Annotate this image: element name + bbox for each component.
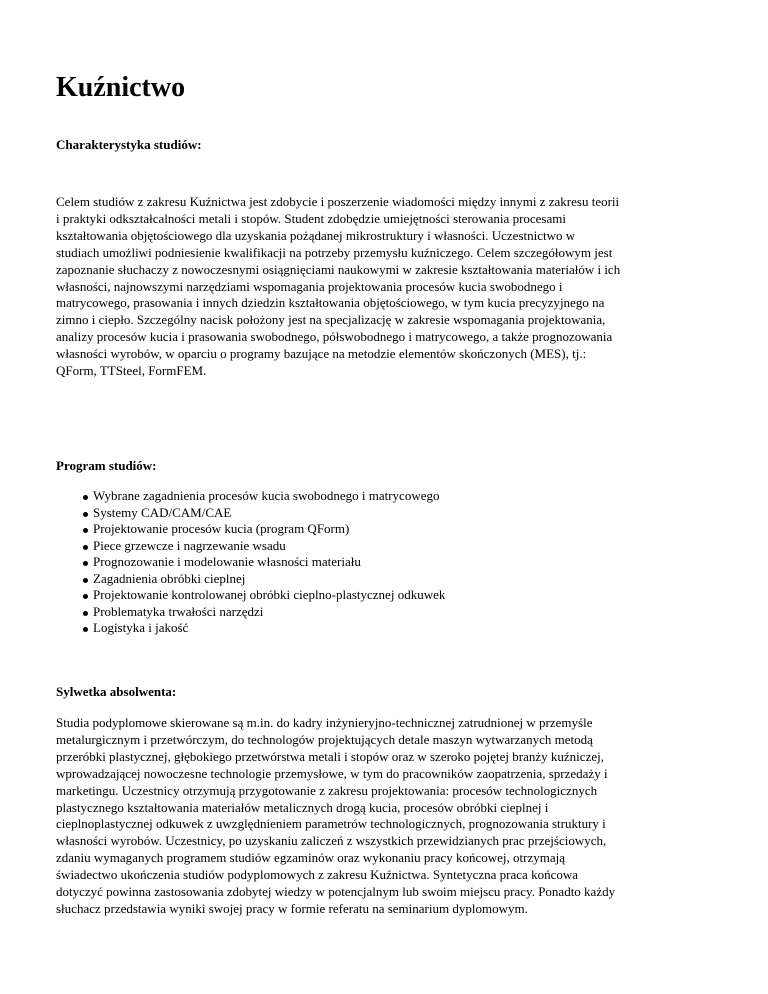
text-line: własności, najnowszymi narzędziami wspomagania projektowania procesów kucia swobodnego i	[56, 278, 563, 294]
graduate-heading: Sylwetka absolwenta:	[56, 684, 177, 699]
list-item-text: Systemy CAD/CAM/CAE	[93, 504, 232, 520]
bullet-icon	[83, 578, 88, 583]
text-line: własności wyrobów, w oparciu o programy bazujące na metodzie elementów skończonych (MES), tj.:	[56, 346, 587, 362]
bullet-icon	[83, 611, 88, 616]
bullet-icon	[83, 512, 88, 517]
program-heading: Program studiów:	[56, 458, 157, 473]
list-item	[93, 505, 445, 522]
list-item	[93, 620, 445, 637]
bullet-icon	[83, 528, 88, 533]
list-item	[93, 538, 445, 555]
list-item	[93, 587, 445, 604]
text-line: plastycznego kształtowania materiałów metalicznych drogą kucia, procesów obróbki cieplnej i	[56, 799, 549, 815]
text-line: własności wyrobów. Uczestnicy, po uzyskaniu zaliczeń z wszystkich przewidzianych prac przejściowych,	[56, 833, 607, 849]
text-line: świadectwo ukończenia studiów podyplomowych z zakresu Kuźnictwa. Syntetyczna praca końcowa	[56, 867, 578, 883]
list-item	[93, 604, 445, 621]
bullet-icon	[83, 561, 88, 566]
text-line: Celem studiów z zakresu Kuźnictwa jest zdobycie i poszerzenie wiadomości między innymi z zakresu teorii	[56, 194, 620, 209]
list-item-text: Wybrane zagadnienia procesów kucia swobodnego i matrycowego	[93, 488, 440, 503]
text-line: QForm, TTSteel, FormFEM.	[56, 363, 207, 379]
text-line: przeróbki plastycznej, głębokiego przetwórstwa metali i stopów oraz w szeroko pojętej branży kuźniczej,	[56, 748, 604, 764]
list-item-text: Logistyka i jakość	[93, 620, 189, 635]
text-line: i praktyki odkształcalności metali i stopów. Student zdobędzie umiejętności sterowania procesami	[56, 210, 566, 226]
text-line: metalurgicznym i przetwórczym, do technologów projektujących detale maszyn wytwarzanych metodą	[56, 731, 593, 747]
bullet-icon	[83, 627, 88, 632]
text-line: zdaniu wymaganych programem studiów egzaminów oraz wykonaniu pracy końcowej, otrzymają	[56, 850, 565, 866]
bullet-icon	[83, 594, 88, 599]
text-line: słuchacz przedstawia wyniki swojej pracy w formie referatu na seminarium dyplomowym.	[56, 900, 528, 916]
text-line: dotyczyć powinna zastosowania zdobytej wiedzy w potencjalnym lub swoim miejscu pracy. Ponadto każdy	[56, 884, 616, 900]
bullet-icon	[83, 495, 88, 500]
text-line: zimno i ciepło. Szczególny nacisk położony jest na specjalizację w zakresie wspomagania projektowania,	[56, 312, 606, 328]
list-item-text: Prognozowanie i modelowanie własności materiału	[93, 554, 361, 569]
characteristics-paragraph	[56, 194, 712, 380]
text-line: wprowadzającej nowoczesne technologie przemysłowe, w tym do pracowników zaopatrzenia, sprzedaży i	[56, 765, 608, 781]
list-item-text: Problematyka trwałości narzędzi	[93, 603, 264, 619]
page-title: Kuźnictwo	[56, 72, 186, 103]
list-item-text: Zagadnienia obróbki cieplnej	[93, 570, 246, 586]
list-item-text: Piece grzewcze i nagrzewanie wsadu	[93, 537, 286, 553]
characteristics-heading: Charakterystyka studiów:	[56, 137, 202, 152]
text-line: studiach umożliwi podniesienie kwalifikacji na potrzeby przemysłu kuźniczego. Celem szczegółowym jest	[56, 244, 613, 260]
list-item	[93, 521, 445, 538]
graduate-paragraph	[56, 715, 712, 918]
list-item	[93, 488, 445, 505]
list-item-text: Projektowanie procesów kucia (program QForm)	[93, 521, 350, 536]
list-item	[93, 554, 445, 571]
text-line: Studia podyplomowe skierowane są m.in. do kadry inżynieryjno-technicznej zatrudnionej w przemyśle	[56, 715, 593, 730]
list-item-text: Projektowanie kontrolowanej obróbki cieplno-plastycznej odkuwek	[93, 587, 446, 602]
text-line: kształtowania objętościowego dla uzyskania pożądanej mikrostruktury i własności. Uczestnictwo w	[56, 227, 576, 243]
list-item	[93, 571, 445, 588]
bullet-icon	[83, 545, 88, 550]
text-line: cieplnoplastycznej odkuwek z uwzględnieniem parametrów technologicznych, prognozowania struktury i	[56, 816, 606, 832]
text-line: matrycowego, prasowania i innych dziedzin kształtowania objętościowego, w tym kucia precyzyjnego na	[56, 295, 605, 311]
text-line: zapoznanie słuchaczy z nowoczesnymi osiągnięciami naukowymi w zakresie kształtowania materiałów i ich	[56, 261, 621, 277]
text-line: analizy procesów kucia i prasowania swobodnego, półswobodnego i matrycowego, a także prognozowania	[56, 329, 613, 345]
text-line: marketingu. Uczestnicy otrzymują przygotowanie z zakresu projektowania: procesów technologicznych	[56, 782, 598, 798]
program-list	[56, 488, 445, 637]
